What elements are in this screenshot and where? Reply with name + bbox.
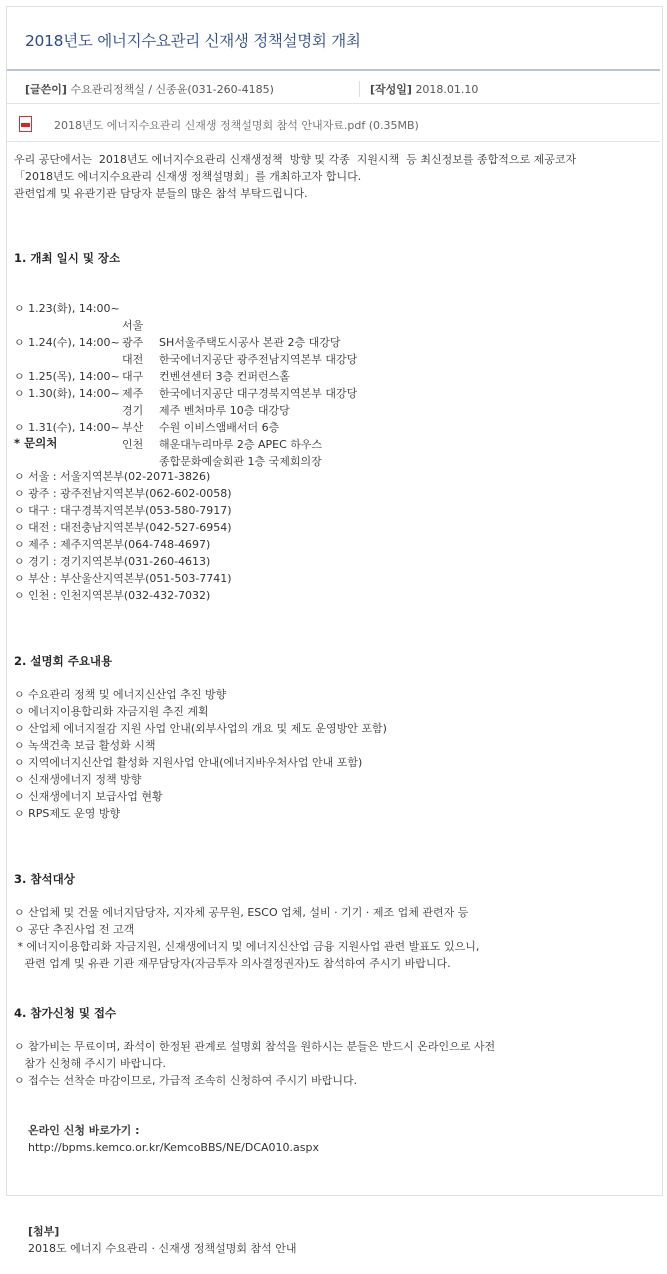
intro-line: 우리 공단에서는 2018년도 에너지수요관리 신재생정책 방향 및 각종 지원시책 등 최신정보를 종합적으로 제공코자 bbox=[14, 153, 577, 166]
content-item: ㅇ 지역에너지신산업 활성화 지원사업 안내(에너지바우처사업 안내 포함) bbox=[14, 756, 363, 769]
page-title: 2018년도 에너지수요관리 신재생 정책설명회 개최 bbox=[25, 32, 361, 50]
footer-label: [첨부] bbox=[28, 1225, 60, 1238]
pdf-icon bbox=[19, 116, 32, 132]
online-apply-link[interactable]: http://bpms.kemco.or.kr/KemcoBBS/NE/DCA010.aspx bbox=[28, 1141, 320, 1154]
date-label: [작성일] bbox=[370, 83, 412, 96]
target-item: ㅇ 산업체 및 건물 에너지담당자, 지자체 공무원, ESCO 업체, 설비 · 기기 · 제조 업체 관련자 등 bbox=[14, 906, 469, 919]
footer-attachment bbox=[14, 1206, 654, 1274]
contact-item: ㅇ 인천 : 인천지역본부(032-432-7032) bbox=[14, 589, 211, 602]
schedule-date: ㅇ 1.24(수), 14:00~ bbox=[14, 336, 120, 349]
contact-item: ㅇ 광주 : 광주전남지역본부(062-602-0058) bbox=[14, 487, 232, 500]
contact-item: ㅇ 제주 : 제주지역본부(064-748-4697) bbox=[14, 538, 211, 551]
content-item: ㅇ 에너지이용합리화 자금지원 추진 계획 bbox=[14, 705, 209, 718]
schedule-city: 부산 bbox=[122, 421, 144, 434]
schedule-venue: 해운대누리마루 2층 APEC 하우스 bbox=[159, 438, 323, 451]
writer-value: 수요관리정책실 / 신종윤(031-260-4185) bbox=[70, 83, 274, 96]
schedule-date: ㅇ 1.31(수), 14:00~ bbox=[14, 421, 120, 434]
target-item: ㅇ 공단 추진사업 전 고객 bbox=[14, 923, 135, 936]
contact-item: ㅇ 서울 : 서울지역본부(02-2071-3826) bbox=[14, 470, 211, 483]
apply-item: ㅇ 접수는 선착순 마감이므로, 가급적 조속히 신청하여 주시기 바랍니다. bbox=[14, 1074, 358, 1087]
content-item: ㅇ RPS제도 운영 방향 bbox=[14, 807, 121, 820]
contact-heading: * 문의처 bbox=[14, 436, 58, 450]
intro-line: 관련업계 및 유관기관 담당자 분들의 많은 참석 부탁드립니다. bbox=[14, 187, 308, 200]
contact-item: ㅇ 대전 : 대전충남지역본부(042-527-6954) bbox=[14, 521, 232, 534]
section-heading: 4. 참가신청 및 접수 bbox=[14, 1006, 117, 1020]
content-item: ㅇ 산업체 에너지절감 지원 사업 안내(외부사업의 개요 및 제도 운영방안 포함) bbox=[14, 722, 387, 735]
apply-item: 참가 신청해 주시기 바랍니다. bbox=[14, 1057, 166, 1070]
online-apply-row bbox=[14, 1105, 654, 1173]
schedule-venue: 제주 벤처마루 10층 대강당 bbox=[159, 404, 290, 417]
schedule-venue: SH서울주택도시공사 본관 2층 대강당 bbox=[159, 336, 341, 349]
schedule-date: ㅇ 1.30(화), 14:00~ bbox=[14, 387, 120, 400]
target-item: * 에너지이용합리화 자금지원, 신재생에너지 및 에너지신산업 금융 지원사업 관련 발표도 있으니, bbox=[14, 940, 480, 953]
footer-text: 2018도 에너지 수요관리 · 신재생 정책설명회 참석 안내 bbox=[28, 1242, 297, 1255]
article-body bbox=[14, 151, 654, 1274]
title-bar bbox=[7, 7, 660, 71]
writer-info bbox=[25, 81, 274, 97]
schedule-venue: 컨벤션센터 3층 컨퍼런스홀 bbox=[159, 370, 290, 383]
content-item: ㅇ 신재생에너지 정책 방향 bbox=[14, 773, 142, 786]
contact-item: ㅇ 부산 : 부산울산지역본부(051-503-7741) bbox=[14, 572, 232, 585]
content-item: ㅇ 신재생에너지 보급사업 현황 bbox=[14, 790, 163, 803]
schedule-city: 제주 bbox=[122, 387, 144, 400]
section-heading: 1. 개최 일시 및 장소 bbox=[14, 251, 121, 265]
schedule-date: ㅇ 1.23(화), 14:00~ bbox=[14, 302, 120, 315]
attachment-link[interactable]: 2018년도 에너지수요관리 신재생 정책설명회 참석 안내자료.pdf (0.35MB) bbox=[54, 119, 419, 132]
schedule-venue: 종합문화예술회관 1층 국제회의장 bbox=[159, 455, 322, 468]
schedule-venue: 한국에너지공단 대구경북지역본부 대강당 bbox=[159, 387, 358, 400]
section-heading: 3. 참석대상 bbox=[14, 872, 75, 886]
contact-item: ㅇ 대구 : 대구경북지역본부(053-580-7917) bbox=[14, 504, 232, 517]
apply-item: ㅇ 참가비는 무료이며, 좌석이 한정된 관계로 설명회 참석을 원하시는 분들은 반드시 온라인으로 사전 bbox=[14, 1040, 496, 1053]
content-item: ㅇ 수요관리 정책 및 에너지신산업 추진 방향 bbox=[14, 688, 227, 701]
schedule-city: 대전 bbox=[122, 353, 144, 366]
date-value: 2018.01.10 bbox=[415, 83, 479, 96]
schedule-venue: 수원 이비스앰배서더 6층 bbox=[159, 421, 280, 434]
writer-label: [글쓴이] bbox=[25, 83, 67, 96]
online-apply-label: 온라인 신청 바로가기 : bbox=[28, 1124, 140, 1137]
schedule-city: 인천 bbox=[122, 438, 144, 451]
content-item: ㅇ 녹색건축 보급 활성화 시책 bbox=[14, 739, 156, 752]
schedule-venue: 한국에너지공단 광주전남지역본부 대강당 bbox=[159, 353, 358, 366]
contact-item: ㅇ 경기 : 경기지역본부(031-260-4613) bbox=[14, 555, 211, 568]
schedule-city: 서울 bbox=[122, 319, 144, 332]
meta-row bbox=[7, 73, 660, 104]
attachment-row[interactable] bbox=[7, 107, 660, 142]
section-heading: 2. 설명회 주요내용 bbox=[14, 654, 113, 668]
schedule-city: 대구 bbox=[122, 370, 144, 383]
date-info bbox=[359, 81, 478, 97]
intro-line: 「2018년도 에너지수요관리 신재생 정책설명회」를 개최하고자 합니다. bbox=[14, 170, 362, 183]
schedule-city: 경기 bbox=[122, 404, 144, 417]
target-item: 관련 업계 및 유관 기관 재무담당자(자금투자 의사결정권자)도 참석하여 주시기 바랍니다. bbox=[14, 957, 451, 970]
schedule-city: 광주 bbox=[122, 336, 144, 349]
schedule-date: ㅇ 1.25(목), 14:00~ bbox=[14, 370, 120, 383]
